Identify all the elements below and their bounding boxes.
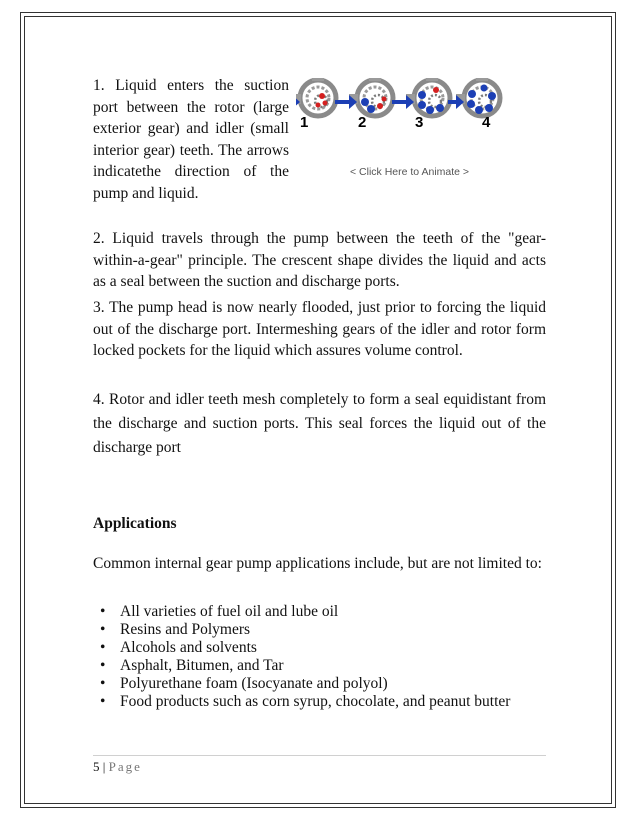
list-item: • Food products such as corn syrup, chocolate, and peanut butter (93, 693, 546, 711)
page-footer (93, 759, 142, 775)
stage-label-4: 4 (482, 114, 491, 131)
page-label: Page (108, 759, 142, 774)
page-number: 5 (93, 759, 100, 774)
pump-stage-3 (392, 78, 450, 116)
applications-intro: Common internal gear pump applications include, but are not limited to: (93, 555, 542, 572)
click-to-animate-link[interactable]: < Click Here to Animate > (350, 166, 470, 178)
stage-label-2: 2 (358, 114, 367, 131)
pump-animation-figure[interactable] (296, 78, 506, 178)
step-1-text: 1. Liquid enters the suction port between the rotor (large exterior gear) and idler (small interior gear) teeth. The arrows indicatethe direction of the pump and liquid. (93, 77, 289, 202)
pump-stage-1 (296, 78, 336, 116)
pump-stage-2 (335, 78, 393, 116)
pump-stage-4 (448, 78, 500, 116)
gear-pump-diagram (296, 78, 506, 178)
applications-heading: Applications (93, 515, 177, 532)
applications-list (93, 603, 546, 711)
step-2-text: 2. Liquid travels through the pump between the teeth of the "gear-within-a-gear" principle. The crescent shape divides the liquid and acts as a seal between the suction and discharge ports. (93, 230, 546, 290)
footer-separator: | (99, 759, 109, 774)
step-3-text: 3. The pump head is now nearly flooded, just prior to forcing the liquid out of the discharge port. Intermeshing gears of the idler and rotor form locked pockets for the liquid which assures volume control. (93, 299, 546, 359)
step-4-text: 4. Rotor and idler teeth mesh completely to form a seal equidistant from the discharge and suction ports. This seal forces the liquid out of the discharge port (93, 391, 546, 456)
stage-label-3: 3 (415, 114, 424, 131)
list-item: • Resins and Polymers (93, 621, 546, 639)
list-item: • Polyurethane foam (Isocyanate and polyol) (93, 675, 546, 693)
list-item: • Alcohols and solvents (93, 639, 546, 657)
list-item: • Asphalt, Bitumen, and Tar (93, 657, 546, 675)
list-item: • All varieties of fuel oil and lube oil (93, 603, 546, 621)
stage-label-1: 1 (300, 114, 309, 131)
footer-divider (93, 755, 546, 756)
